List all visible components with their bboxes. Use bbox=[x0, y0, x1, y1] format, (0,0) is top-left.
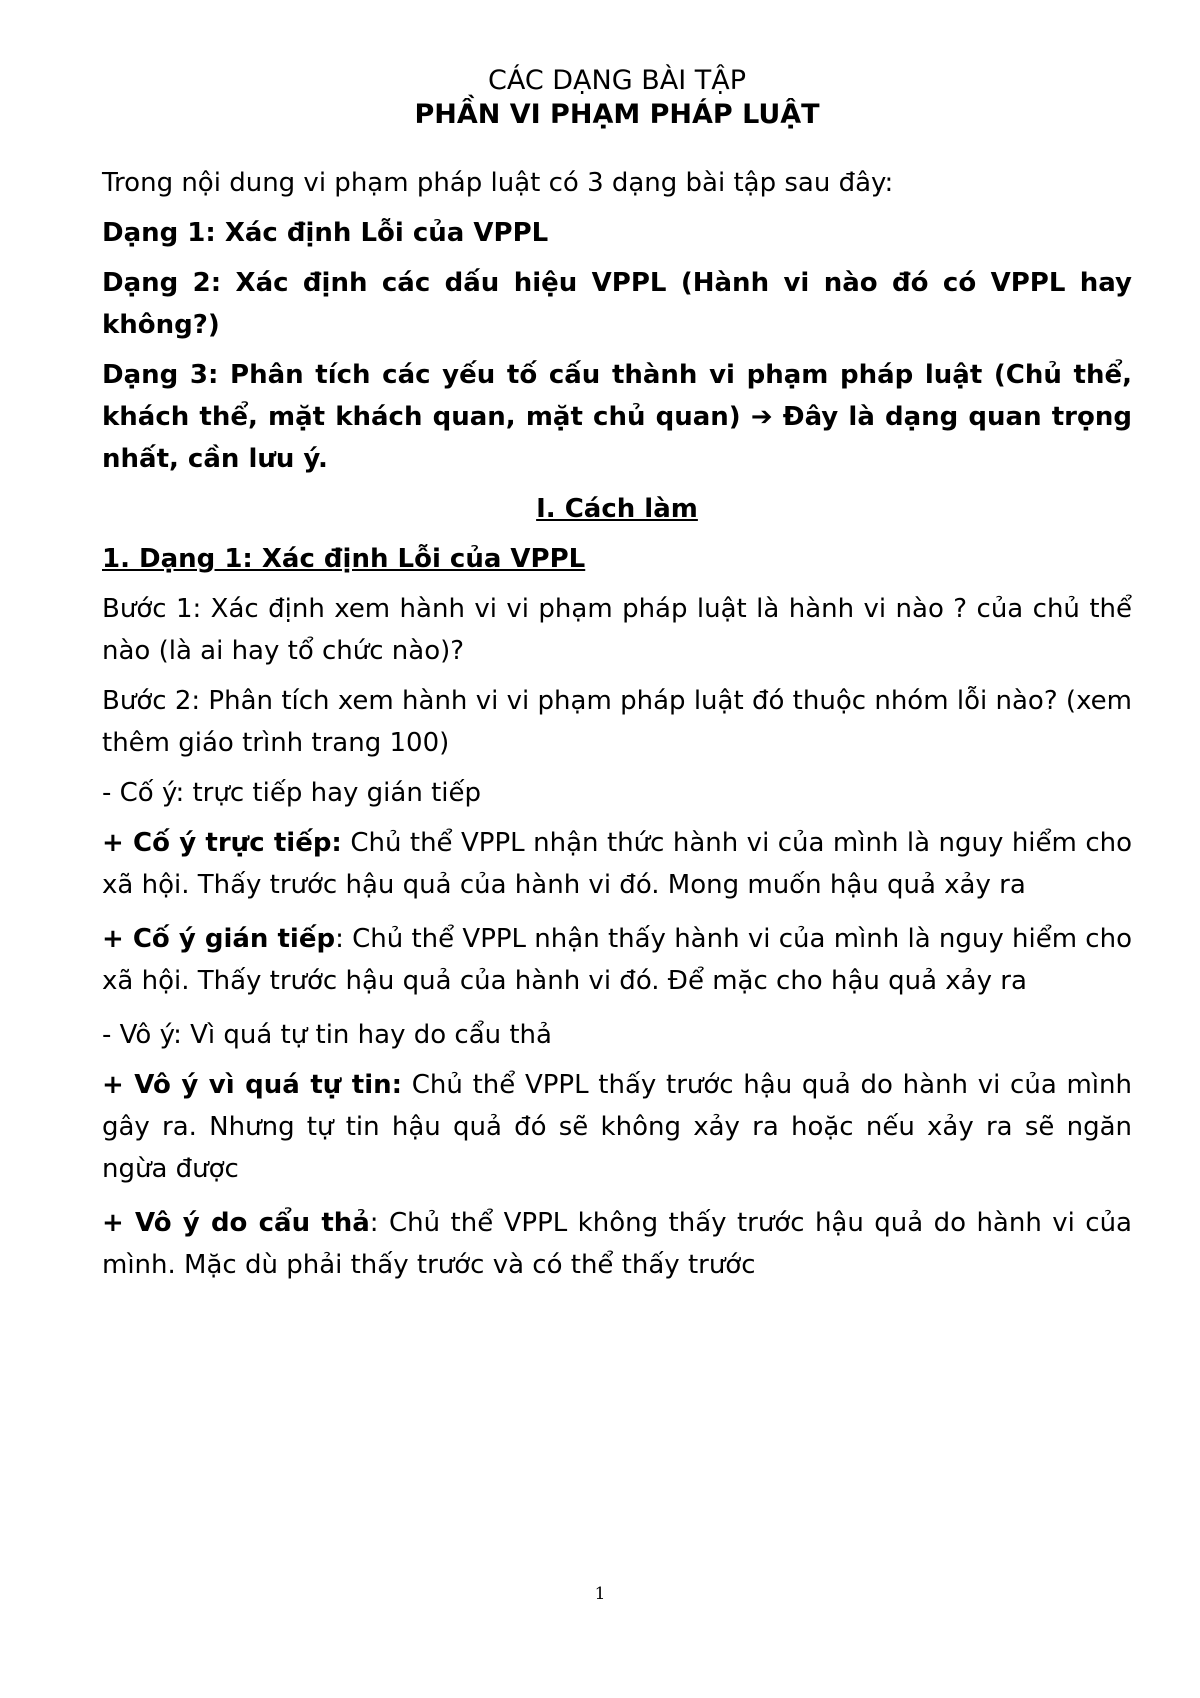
page-number: 1 bbox=[594, 1584, 606, 1604]
intro-paragraph: Trong nội dung vi phạm pháp luật có 3 dạng bài tập sau đây: bbox=[102, 168, 894, 198]
indirect-intent-label: + Cố ý gián tiếp bbox=[102, 924, 336, 954]
direct-intent-label: + Cố ý trực tiếp: bbox=[102, 828, 342, 858]
type-1: Dạng 1: Xác định Lỗi của VPPL bbox=[102, 218, 549, 248]
carelessness-text: : Chủ thể VPPL không thấy trước hậu quả do hành vi của mình. Mặc dù phải thấy trước và có thể thấy trước bbox=[102, 1208, 1132, 1280]
direct-intent-text: Chủ thể VPPL nhận thức hành vi của mình là nguy hiểm cho xã hội. Thấy trước hậu quả của hành vi đó. Mong muốn hậu quả xảy ra bbox=[102, 828, 1132, 900]
intent-item: - Cố ý: trực tiếp hay gián tiếp bbox=[102, 778, 481, 808]
overconfidence bbox=[102, 1064, 1132, 1190]
direct-intent bbox=[102, 822, 1132, 906]
subsection-heading: 1. Dạng 1: Xác định Lỗi của VPPL bbox=[102, 544, 586, 574]
type-3-main: Dạng 3: Phân tích các yếu tố cấu thành vi phạm pháp luật (Chủ thể, khách thể, mặt khách quan, mặt chủ quan) bbox=[102, 360, 1132, 432]
overconfidence-label: + Vô ý vì quá tự tin: bbox=[102, 1070, 403, 1100]
arrow-icon: ➔ bbox=[750, 402, 773, 432]
type-3-note: Đây là dạng quan trọng nhất, cần lưu ý. bbox=[102, 402, 1132, 474]
section-heading: I. Cách làm bbox=[536, 494, 698, 524]
step-1: Bước 1: Xác định xem hành vi vi phạm pháp luật là hành vi nào ? của chủ thể nào (là ai hay tổ chức nào)? bbox=[102, 594, 1132, 666]
step-2: Bước 2: Phân tích xem hành vi vi phạm pháp luật đó thuộc nhóm lỗi nào? (xem thêm giáo trình trang 100) bbox=[102, 686, 1132, 758]
overconfidence-text: Chủ thể VPPL thấy trước hậu quả do hành vi của mình gây ra. Nhưng tự tin hậu quả đó sẽ không xảy ra hoặc nếu xảy ra sẽ ngăn ngừa được bbox=[102, 1070, 1132, 1184]
document-page bbox=[102, 64, 1132, 1286]
doc-title-line-1: CÁC DẠNG BÀI TẬP bbox=[487, 65, 747, 96]
indirect-intent bbox=[102, 918, 1132, 1002]
carelessness-label: + Vô ý do cẩu thả bbox=[102, 1208, 370, 1238]
negligence-item: - Vô ý: Vì quá tự tin hay do cẩu thả bbox=[102, 1020, 552, 1050]
type-3 bbox=[102, 354, 1132, 480]
indirect-intent-text: : Chủ thể VPPL nhận thấy hành vi của mình là nguy hiểm cho xã hội. Thấy trước hậu quả của hành vi đó. Để mặc cho hậu quả xảy ra bbox=[102, 924, 1132, 996]
type-2: Dạng 2: Xác định các dấu hiệu VPPL (Hành vi nào đó có VPPL hay không?) bbox=[102, 268, 1132, 340]
doc-title-line-2: PHẦN VI PHẠM PHÁP LUẬT bbox=[414, 99, 820, 130]
carelessness bbox=[102, 1202, 1132, 1286]
